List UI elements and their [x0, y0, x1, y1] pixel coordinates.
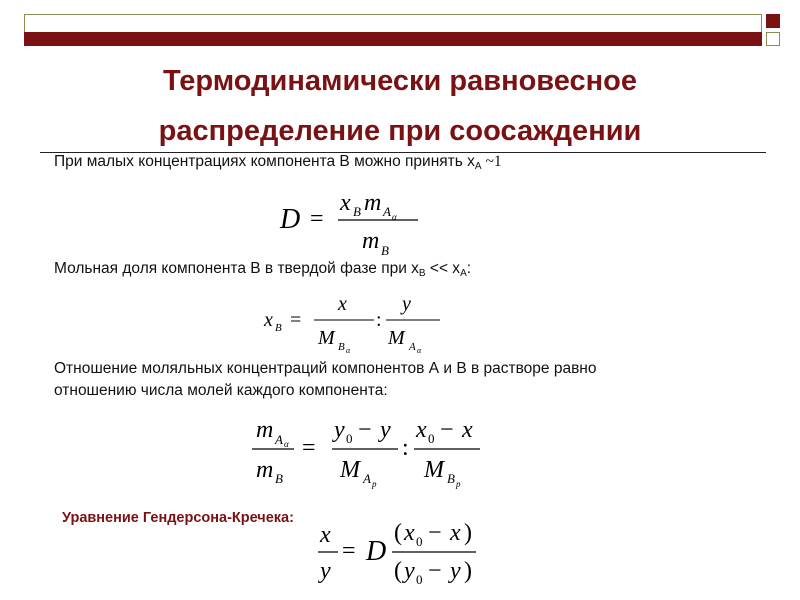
svg-text:p: p	[456, 479, 461, 489]
svg-text:y: y	[380, 417, 391, 443]
svg-text:D: D	[280, 204, 301, 235]
svg-text:B: B	[338, 341, 345, 353]
svg-text:=: =	[302, 435, 316, 461]
svg-text:=: =	[290, 309, 302, 331]
title-line-1: Термодинамически равновесное	[163, 65, 637, 97]
svg-text:α: α	[346, 346, 351, 355]
svg-text:): )	[464, 558, 472, 584]
svg-text:(: (	[394, 558, 402, 584]
paragraph-mole-fraction: Мольная доля компонента В в твердой фазе при $x_B << x_A$:	[54, 260, 472, 279]
svg-text:A: A	[363, 471, 371, 486]
corner-square-filled	[766, 14, 780, 28]
svg-text:x: x	[340, 190, 351, 216]
svg-text::: :	[376, 309, 382, 331]
svg-text:=: =	[342, 538, 356, 564]
svg-text:x: x	[338, 293, 347, 315]
equation-molal-ratio	[250, 405, 500, 490]
svg-text:0: 0	[416, 534, 423, 549]
svg-text:x: x	[416, 417, 427, 443]
svg-text:B: B	[275, 471, 283, 486]
header-frame	[24, 14, 762, 33]
svg-text:p: p	[372, 479, 377, 489]
svg-text:x: x	[462, 417, 473, 443]
equation-mole-fraction	[262, 288, 442, 360]
svg-text:α: α	[392, 212, 397, 222]
svg-text:M: M	[340, 457, 360, 483]
page-title	[40, 56, 760, 156]
svg-text:m: m	[256, 457, 274, 483]
svg-text:A: A	[275, 432, 283, 447]
svg-text:m: m	[364, 190, 382, 216]
svg-text:0: 0	[346, 431, 353, 446]
svg-text:y: y	[334, 417, 345, 443]
svg-text:x: x	[450, 520, 461, 546]
paragraph-molal-ratio: Отношение моляльных концентраций компонентов А и В в растворе равно отношению числа молей каждого компонента:	[54, 360, 597, 399]
svg-text:M: M	[388, 327, 405, 349]
title-line-2: распределение при соосаждении	[158, 115, 642, 147]
equation-label: Уравнение Гендерсона-Кречека:	[62, 510, 294, 526]
svg-text:M: M	[318, 327, 335, 349]
svg-text:−: −	[428, 558, 442, 584]
svg-text:B: B	[353, 204, 361, 219]
svg-text:−: −	[440, 417, 454, 443]
svg-text:0: 0	[428, 431, 435, 446]
svg-text:y: y	[450, 558, 461, 584]
svg-text:=: =	[310, 206, 324, 232]
svg-text:α: α	[284, 439, 289, 449]
svg-text:): )	[464, 520, 472, 546]
svg-text:x: x	[264, 309, 273, 331]
svg-text:M: M	[424, 457, 444, 483]
equation-distribution-coefficient	[278, 180, 428, 260]
svg-text:A: A	[383, 204, 391, 219]
svg-text:y: y	[404, 558, 415, 584]
header-bar	[24, 32, 762, 46]
svg-text:B: B	[275, 322, 282, 334]
svg-text::: :	[402, 435, 409, 461]
svg-text:x: x	[404, 520, 415, 546]
svg-text:B: B	[381, 243, 389, 258]
svg-text:−: −	[428, 520, 442, 546]
svg-text:y: y	[320, 558, 331, 584]
svg-text:α: α	[417, 346, 422, 355]
corner-square-hollow	[766, 32, 780, 46]
svg-text:m: m	[362, 228, 380, 254]
svg-text:D: D	[366, 536, 387, 567]
equation-henderson-kracek	[316, 510, 496, 590]
svg-text:B: B	[447, 471, 455, 486]
svg-text:A: A	[409, 341, 416, 353]
svg-text:(: (	[394, 520, 402, 546]
svg-text:−: −	[358, 417, 372, 443]
paragraph-small-concentration: При малых концентрациях компонента В можно принять $x_A$ ~1	[54, 153, 502, 172]
svg-text:x: x	[320, 522, 331, 548]
svg-text:m: m	[256, 417, 274, 443]
svg-text:y: y	[402, 293, 411, 315]
svg-text:0: 0	[416, 572, 423, 587]
